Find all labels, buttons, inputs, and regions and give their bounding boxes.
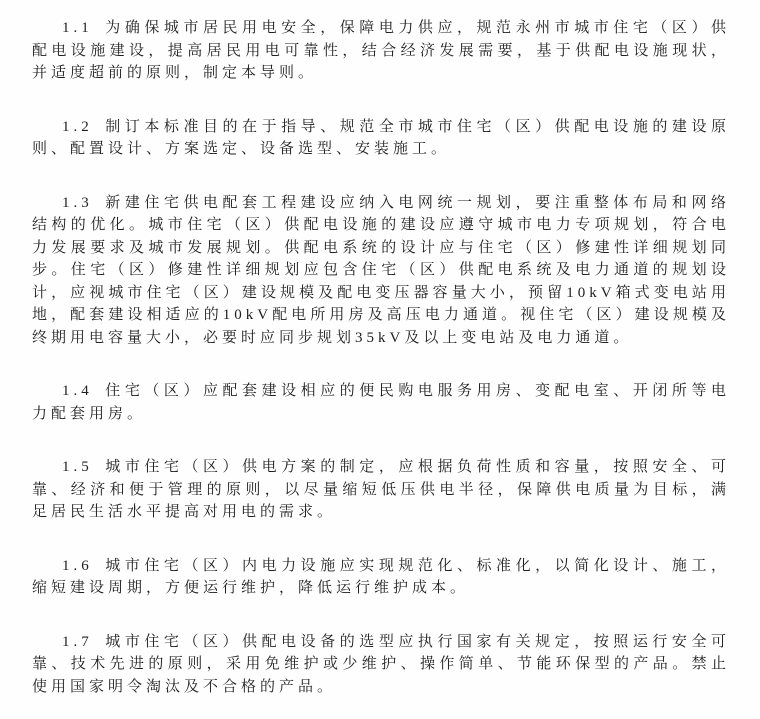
clause-text: 为确保城市居民用电安全，保障电力供应，规范永州市城市住宅（区）供配电设施建设，提高居民用电可靠性，结合经济发展需要，基于供配电设施现状，并适度超前的原则，制定本导则。 <box>32 20 730 81</box>
clause-number: 1.1 <box>62 20 93 36</box>
clause-number: 1.6 <box>62 557 93 574</box>
clause-text: 制订本标准目的在于指导、规范全市城市住宅（区）供配电设施的建设原则、配置设计、方案选定、设备选型、安装施工。 <box>32 118 730 157</box>
clause-1-6 <box>32 555 730 600</box>
clause-number: 1.5 <box>62 459 93 475</box>
clause-1-7 <box>32 631 730 699</box>
clause-number: 1.3 <box>62 194 93 211</box>
clause-number: 1.7 <box>62 633 93 650</box>
clause-text: 城市住宅（区）供电方案的制定，应根据负荷性质和容量，按照安全、可靠、经济和便于管理的原则，以尽量缩短低压供电半径，保障供电质量为目标，满足居民生活水平提高对用电的需求。 <box>32 459 730 520</box>
clause-text: 住宅（区）应配套建设相应的便民购电服务用房、变配电室、开闭所等电力配套用房。 <box>32 383 730 422</box>
clause-text: 新建住宅供电配套工程建设应纳入电网统一规划，要注重整体布局和网络结构的优化。城市住宅（区）供配电设施的建设应遵守城市电力专项规划，符合电力发展要求及城市发展规划。供配电系统的设计应与住宅（区）修建性详细规划同步。住宅（区）修建性详细规划应包含住宅（区）供配电系统及电力通道的规划设计，应视城市住宅（区）建设规模及配电变压器容量大小，预留10kV箱式变电站用地，配套建设相适应的10kV配电所用房及高压电力通道。视住宅（区）建设规模及终期用电容量大小，必要时应同步规划35kV及以上变电站及电力通道。 <box>32 194 730 346</box>
clause-1-4 <box>32 380 730 425</box>
clause-1-3 <box>32 192 730 350</box>
clause-number: 1.2 <box>62 118 93 135</box>
clause-text: 城市住宅（区）内电力设施应实现规范化、标准化，以简化设计、施工，缩短建设周期，方便运行维护，降低运行维护成本。 <box>32 557 730 596</box>
clause-number: 1.4 <box>62 383 93 399</box>
clause-1-2 <box>32 116 730 161</box>
clause-text: 城市住宅（区）供配电设备的选型应执行国家有关规定，按照运行安全可靠、技术先进的原则，采用免维护或少维护、操作简单、节能环保型的产品。禁止使用国家明令淘汰及不合格的产品。 <box>32 633 730 695</box>
clause-1-1 <box>32 17 730 85</box>
clause-1-5 <box>32 456 730 524</box>
